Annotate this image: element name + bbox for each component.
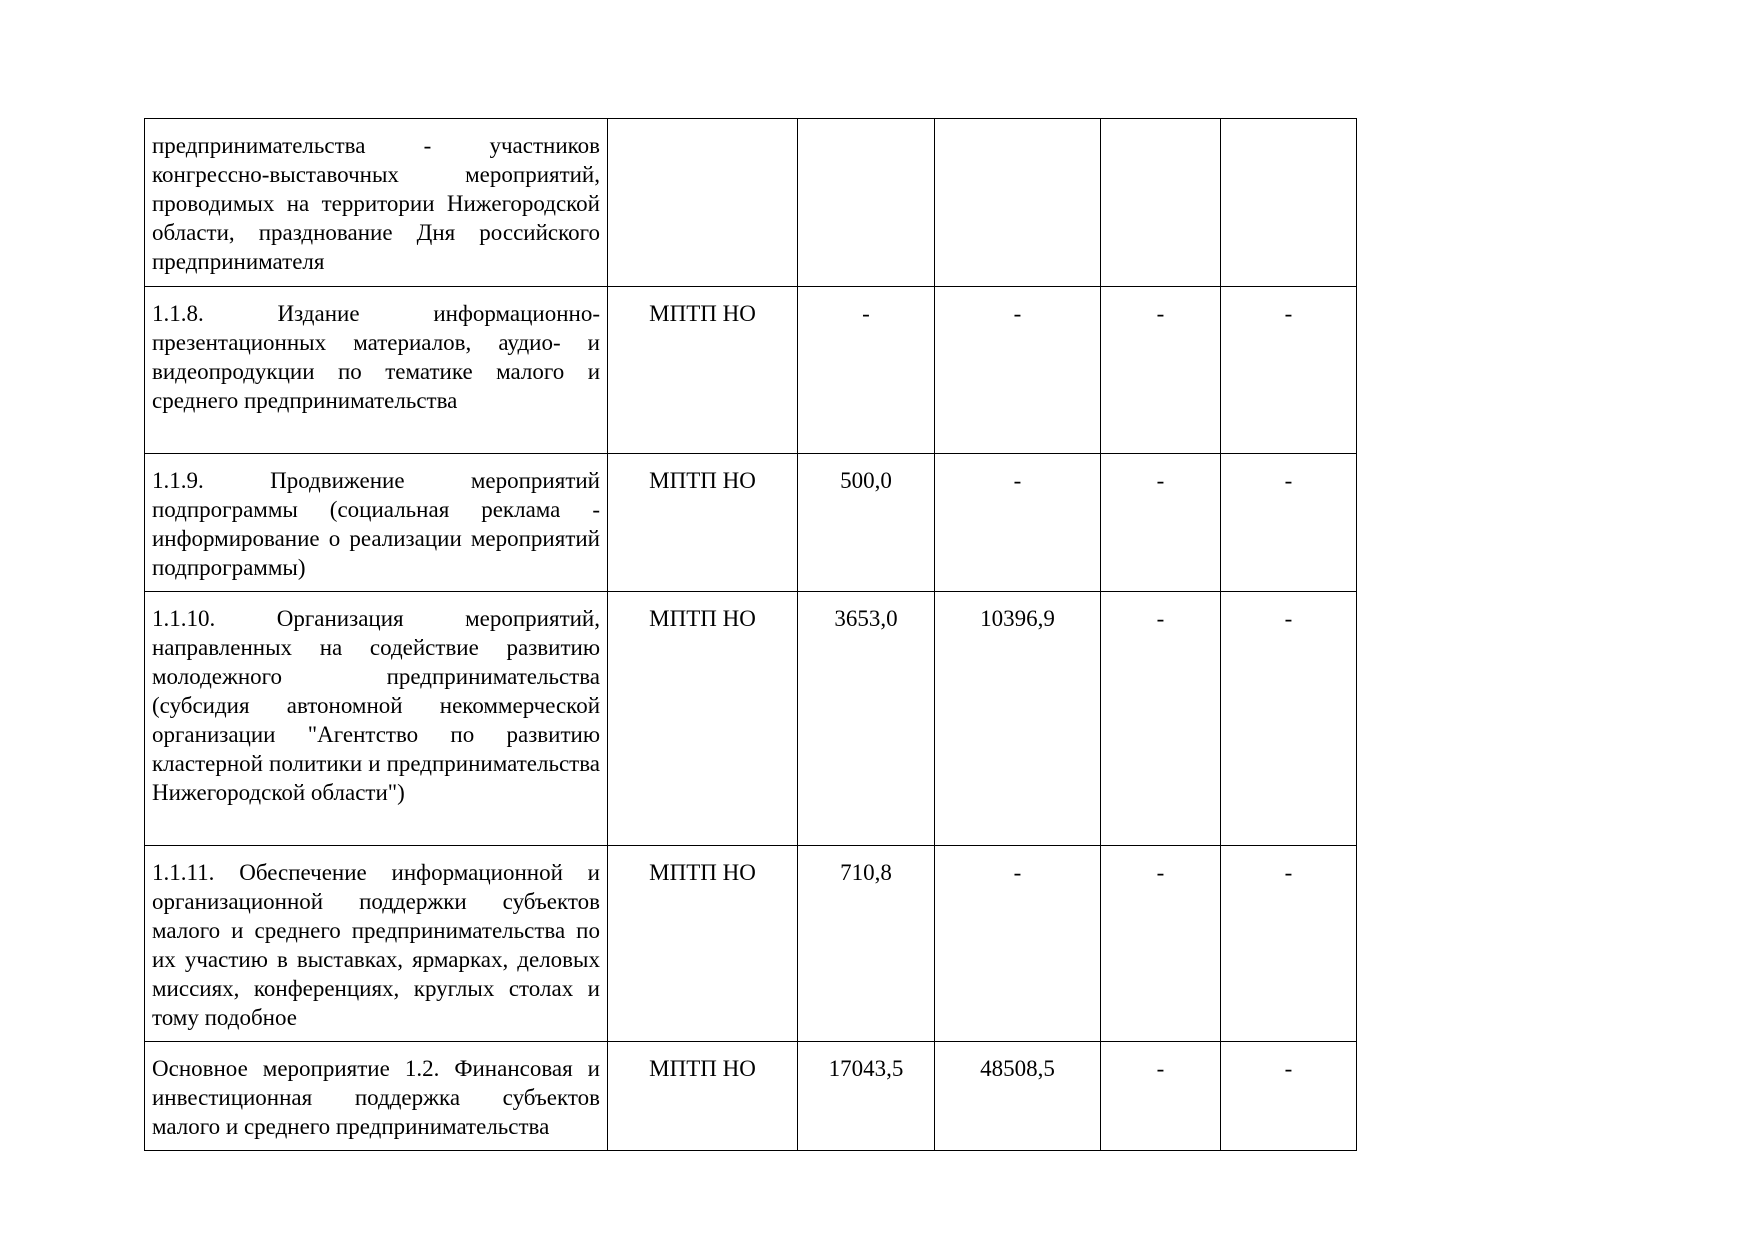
table-row bbox=[145, 846, 1357, 1042]
executor-cell: МПТП НО bbox=[608, 846, 798, 1042]
activity-description: 1.1.8. Издание информационно-презентационных материалов, аудио- и видеопродукции по тематике малого и среднего предпринимательства bbox=[145, 287, 608, 454]
amount-cell bbox=[1221, 119, 1357, 287]
activity-description: 1.1.9. Продвижение мероприятий подпрограммы (социальная реклама - информирование о реализации мероприятий подпрограммы) bbox=[145, 454, 608, 592]
activity-description: предпринимательства - участников конгрессно-выставочных мероприятий, проводимых на территории Нижегородской области, празднование Дня российского предпринимателя bbox=[145, 119, 608, 287]
amount-cell: 48508,5 bbox=[935, 1042, 1101, 1151]
amount-cell: - bbox=[1101, 454, 1221, 592]
amount-cell: 3653,0 bbox=[798, 592, 935, 846]
executor-cell: МПТП НО bbox=[608, 592, 798, 846]
table-row bbox=[145, 1042, 1357, 1151]
executor-cell: МПТП НО bbox=[608, 287, 798, 454]
amount-cell: - bbox=[1221, 846, 1357, 1042]
activity-description: 1.1.10. Организация мероприятий, направленных на содействие развитию молодежного предпринимательства (субсидия автономной некоммерческой организации "Агентство по развитию кластерной политики и предпринимательства Нижегородской области") bbox=[145, 592, 608, 846]
executor-cell: МПТП НО bbox=[608, 1042, 798, 1151]
amount-cell: - bbox=[1221, 1042, 1357, 1151]
amount-cell: - bbox=[1221, 592, 1357, 846]
program-activities-table bbox=[144, 118, 1357, 1151]
amount-cell: 500,0 bbox=[798, 454, 935, 592]
table-row bbox=[145, 119, 1357, 287]
amount-cell bbox=[1101, 119, 1221, 287]
activity-description: 1.1.11. Обеспечение информационной и организационной поддержки субъектов малого и среднего предпринимательства по их участию в выставках, ярмарках, деловых миссиях, конференциях, круглых столах и тому подобное bbox=[145, 846, 608, 1042]
amount-cell: 710,8 bbox=[798, 846, 935, 1042]
amount-cell: - bbox=[935, 454, 1101, 592]
amount-cell: - bbox=[1101, 846, 1221, 1042]
amount-cell: - bbox=[1221, 454, 1357, 592]
amount-cell: - bbox=[935, 287, 1101, 454]
amount-cell: - bbox=[1101, 592, 1221, 846]
table-row bbox=[145, 454, 1357, 592]
table-row bbox=[145, 287, 1357, 454]
activity-description: Основное мероприятие 1.2. Финансовая и инвестиционная поддержка субъектов малого и среднего предпринимательства bbox=[145, 1042, 608, 1151]
amount-cell: - bbox=[1101, 1042, 1221, 1151]
amount-cell bbox=[935, 119, 1101, 287]
executor-cell: МПТП НО bbox=[608, 454, 798, 592]
table-row bbox=[145, 592, 1357, 846]
amount-cell: - bbox=[935, 846, 1101, 1042]
amount-cell: - bbox=[1221, 287, 1357, 454]
amount-cell: 17043,5 bbox=[798, 1042, 935, 1151]
executor-cell bbox=[608, 119, 798, 287]
amount-cell: 10396,9 bbox=[935, 592, 1101, 846]
amount-cell: - bbox=[1101, 287, 1221, 454]
amount-cell: - bbox=[798, 287, 935, 454]
amount-cell bbox=[798, 119, 935, 287]
